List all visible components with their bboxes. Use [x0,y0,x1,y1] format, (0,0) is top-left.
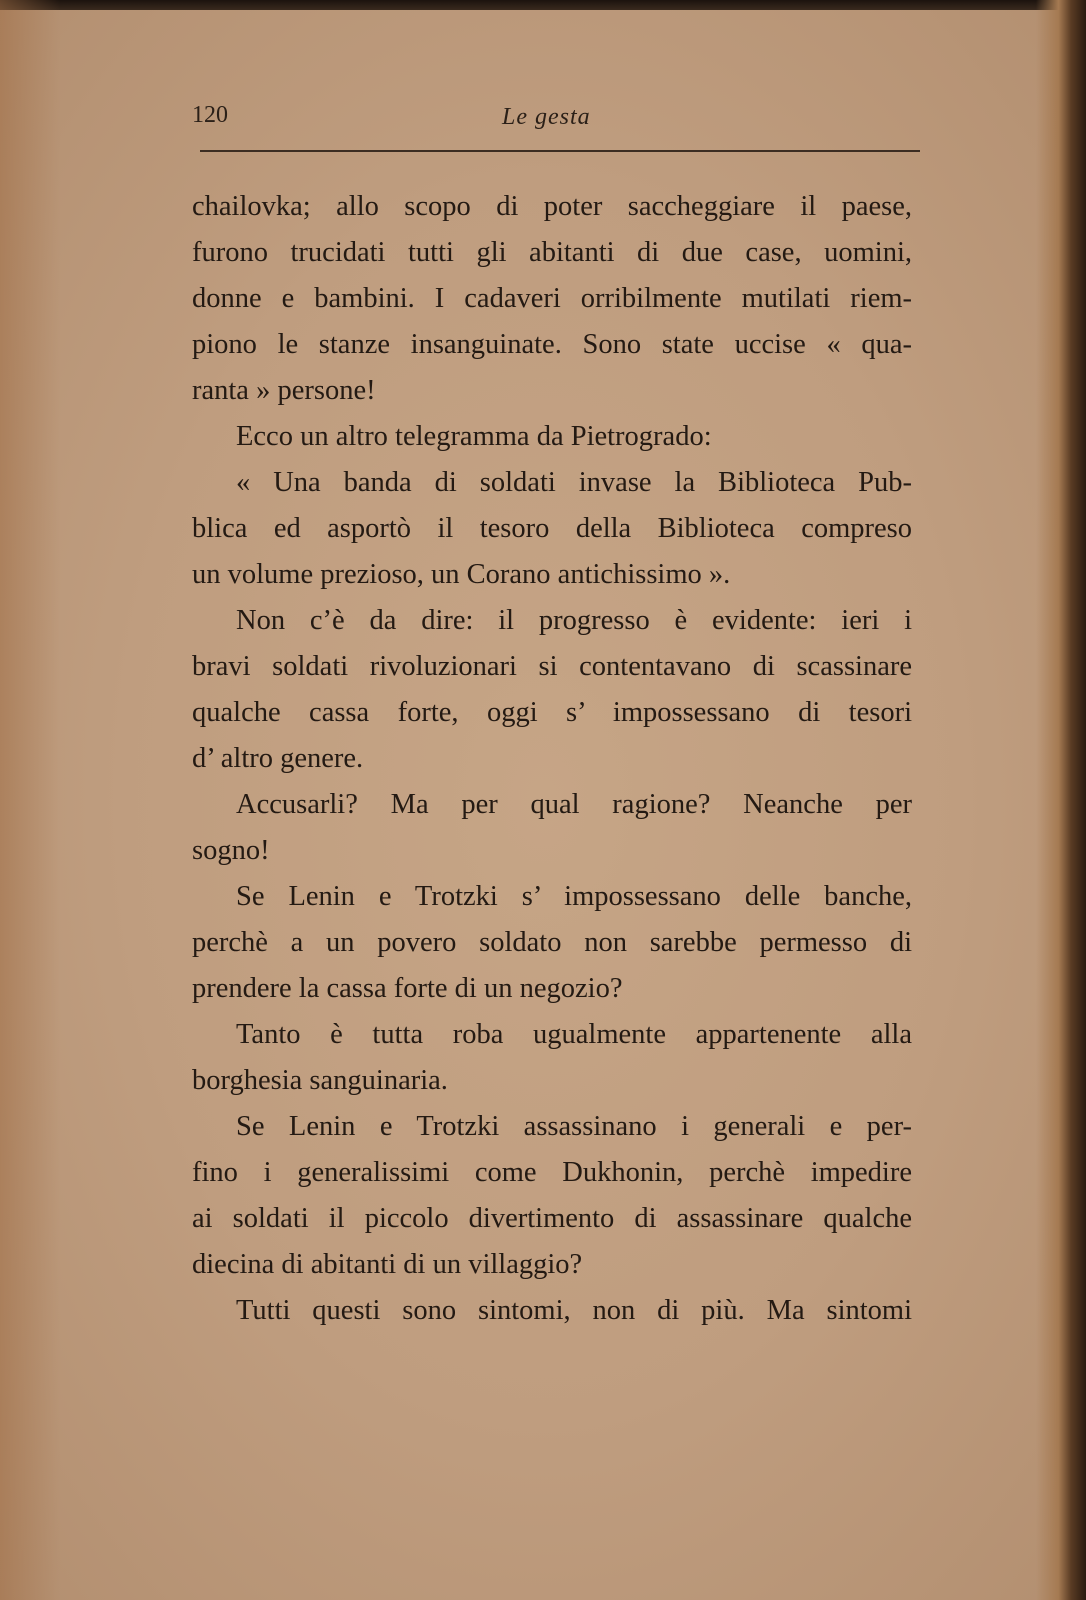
text-line: fino i generalissimi come Dukhonin, perchè impedire [192,1157,912,1188]
page-top-edge [0,0,1086,10]
text-line: Accusarli? Ma per qual ragione? Neanche per [236,789,912,820]
text-line: « Una banda di soldati invase la Biblioteca Pub- [236,467,912,498]
header-rule [200,150,920,152]
text-line: blica ed asportò il tesoro della Biblioteca compreso [192,513,912,544]
text-line: ranta » persone! [192,375,376,406]
running-head [192,100,922,140]
text-line: furono trucidati tutti gli abitanti di due case, uomini, [192,237,912,268]
text-line: Se Lenin e Trotzki assassinano i generali e per- [236,1111,912,1142]
text-line: Tanto è tutta roba ugualmente appartenente alla [236,1019,912,1050]
text-line: borghesia sanguinaria. [192,1065,448,1096]
text-line: qualche cassa forte, oggi s’ impossessano di tesori [192,697,912,728]
text-line: ai soldati il piccolo divertimento di assassinare qualche [192,1203,912,1234]
text-line: Tutti questi sono sintomi, non di più. Ma sintomi [236,1295,912,1326]
text-line: un volume prezioso, un Corano antichissimo ». [192,559,731,590]
text-line: prendere la cassa forte di un negozio? [192,973,623,1004]
text-line: diecina di abitanti di un villaggio? [192,1249,583,1280]
text-line: Se Lenin e Trotzki s’ impossessano delle banche, [236,881,912,912]
page-left-shade [0,0,60,1600]
page-right-edge [1036,0,1086,1600]
text-line: Ecco un altro telegramma da Pietrogrado: [236,421,712,452]
running-title: Le gesta [502,104,591,130]
body-text [192,184,912,1334]
text-line: piono le stanze insanguinate. Sono state uccise « qua- [192,329,912,360]
page-number: 120 [192,102,228,128]
text-line: Non c’è da dire: il progresso è evidente: ieri i [236,605,912,636]
text-line: chailovka; allo scopo di poter saccheggiare il paese, [192,191,912,222]
text-line: perchè a un povero soldato non sarebbe permesso di [192,927,912,958]
text-line: bravi soldati rivoluzionari si contentavano di scassinare [192,651,912,682]
text-line: sogno! [192,835,270,866]
text-line: d’ altro genere. [192,743,364,774]
text-line: donne e bambini. I cadaveri orribilmente mutilati riem- [192,283,912,314]
